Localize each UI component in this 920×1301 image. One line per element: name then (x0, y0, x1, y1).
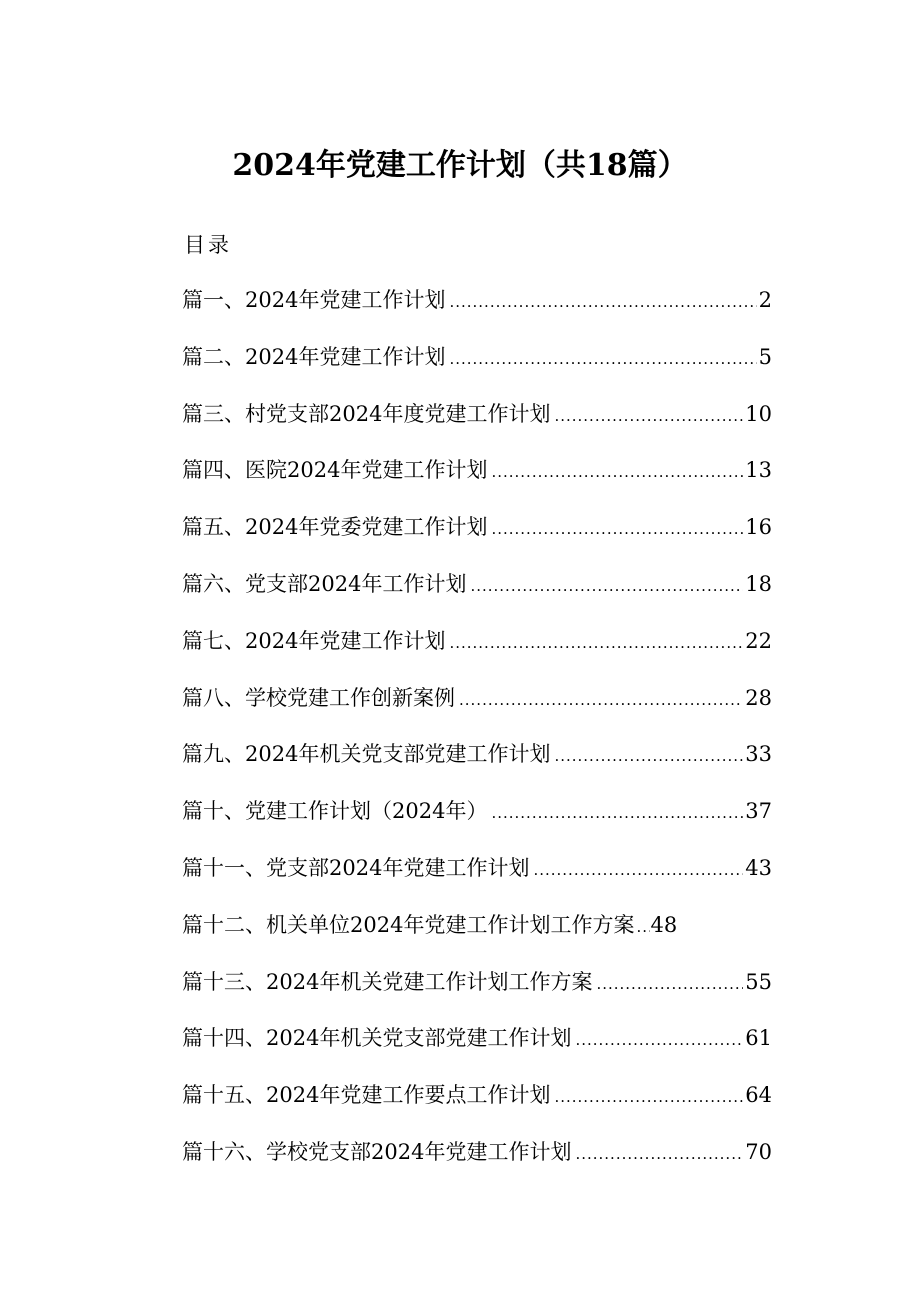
toc-entry-label: 篇九、2024年机关党支部党建工作计划 (182, 742, 551, 767)
toc-entry-label: 篇十四、2024年机关党支部党建工作计划 (182, 1026, 572, 1051)
toc-entry-2[interactable] (182, 339, 772, 396)
toc-entry-page-number: 48 (650, 912, 678, 937)
toc-entry-page-number: 64 (745, 1083, 772, 1108)
toc-entry-label: 篇五、2024年党委党建工作计划 (182, 515, 488, 540)
toc-entry-label: 篇十、党建工作计划（2024年） (182, 799, 488, 824)
toc-entry-13[interactable] (182, 964, 772, 1021)
toc-entry-label: 篇十五、2024年党建工作要点工作计划 (182, 1083, 551, 1108)
toc-entry-6[interactable] (182, 566, 772, 623)
toc-entry-label: 篇一、2024年党建工作计划 (182, 288, 446, 312)
toc-entry-8[interactable] (182, 680, 772, 737)
toc-entry-9[interactable] (182, 736, 772, 793)
dot-leader (491, 511, 743, 547)
toc-entry-page-number: 37 (745, 799, 772, 824)
toc-heading: 目录 (184, 233, 232, 257)
toc-entry-page-number: 5 (758, 344, 772, 369)
dot-leader (554, 1079, 743, 1115)
table-of-contents (182, 282, 772, 1191)
toc-entry-4[interactable] (182, 452, 772, 509)
toc-entry-page-number: 33 (745, 742, 772, 767)
toc-entry-label: 篇二、2024年党建工作计划 (182, 344, 446, 369)
toc-entry-14[interactable] (182, 1020, 772, 1077)
dot-leader (575, 1136, 743, 1172)
toc-entry-label: 篇三、村党支部2024年度党建工作计划 (182, 401, 551, 426)
dot-leader (636, 909, 650, 945)
dot-leader (491, 795, 743, 831)
toc-entry-label: 篇十二、机关单位2024年党建工作计划工作方案 (182, 912, 635, 937)
toc-entry-page-number: 70 (745, 1139, 772, 1164)
toc-entry-label: 篇十六、学校党支部2024年党建工作计划 (182, 1139, 572, 1164)
dot-leader (554, 398, 743, 434)
toc-entry-page-number: 28 (745, 685, 772, 710)
dot-leader (449, 284, 756, 320)
toc-entry-label: 篇十三、2024年机关党建工作计划工作方案 (182, 969, 593, 994)
toc-entry-page-number: 2 (758, 288, 772, 312)
toc-entry-page-number: 10 (745, 401, 772, 426)
toc-entry-label: 篇六、党支部2024年工作计划 (182, 571, 467, 596)
toc-entry-page-number: 22 (745, 628, 772, 653)
toc-entry-7[interactable] (182, 623, 772, 680)
dot-leader (575, 1022, 743, 1058)
dot-leader (533, 852, 743, 888)
toc-entry-label: 篇十一、党支部2024年党建工作计划 (182, 855, 530, 880)
toc-entry-label: 篇七、2024年党建工作计划 (182, 628, 446, 653)
toc-entry-page-number: 55 (745, 969, 772, 994)
toc-entry-label: 篇四、医院2024年党建工作计划 (182, 458, 488, 483)
dot-leader (449, 625, 743, 661)
toc-entry-16[interactable] (182, 1134, 772, 1191)
dot-leader (554, 738, 743, 774)
dot-leader (491, 454, 743, 490)
toc-entry-page-number: 61 (745, 1026, 772, 1051)
dot-leader (449, 341, 756, 377)
toc-entry-page-number: 18 (745, 571, 772, 596)
toc-entry-page-number: 43 (745, 855, 772, 880)
toc-entry-15[interactable] (182, 1077, 772, 1134)
dot-leader (459, 682, 743, 718)
toc-entry-12[interactable] (182, 907, 772, 964)
toc-entry-page-number: 13 (745, 458, 772, 483)
toc-entry-label: 篇八、学校党建工作创新案例 (182, 685, 455, 710)
toc-entry-1[interactable] (182, 282, 772, 339)
toc-entry-3[interactable] (182, 396, 772, 453)
toc-entry-5[interactable] (182, 509, 772, 566)
toc-entry-11[interactable] (182, 850, 772, 907)
dot-leader (596, 966, 743, 1002)
dot-leader (470, 568, 743, 604)
page-title: 2024年党建工作计划（共18篇） (232, 148, 688, 183)
toc-entry-page-number: 16 (745, 515, 772, 540)
toc-entry-10[interactable] (182, 793, 772, 850)
